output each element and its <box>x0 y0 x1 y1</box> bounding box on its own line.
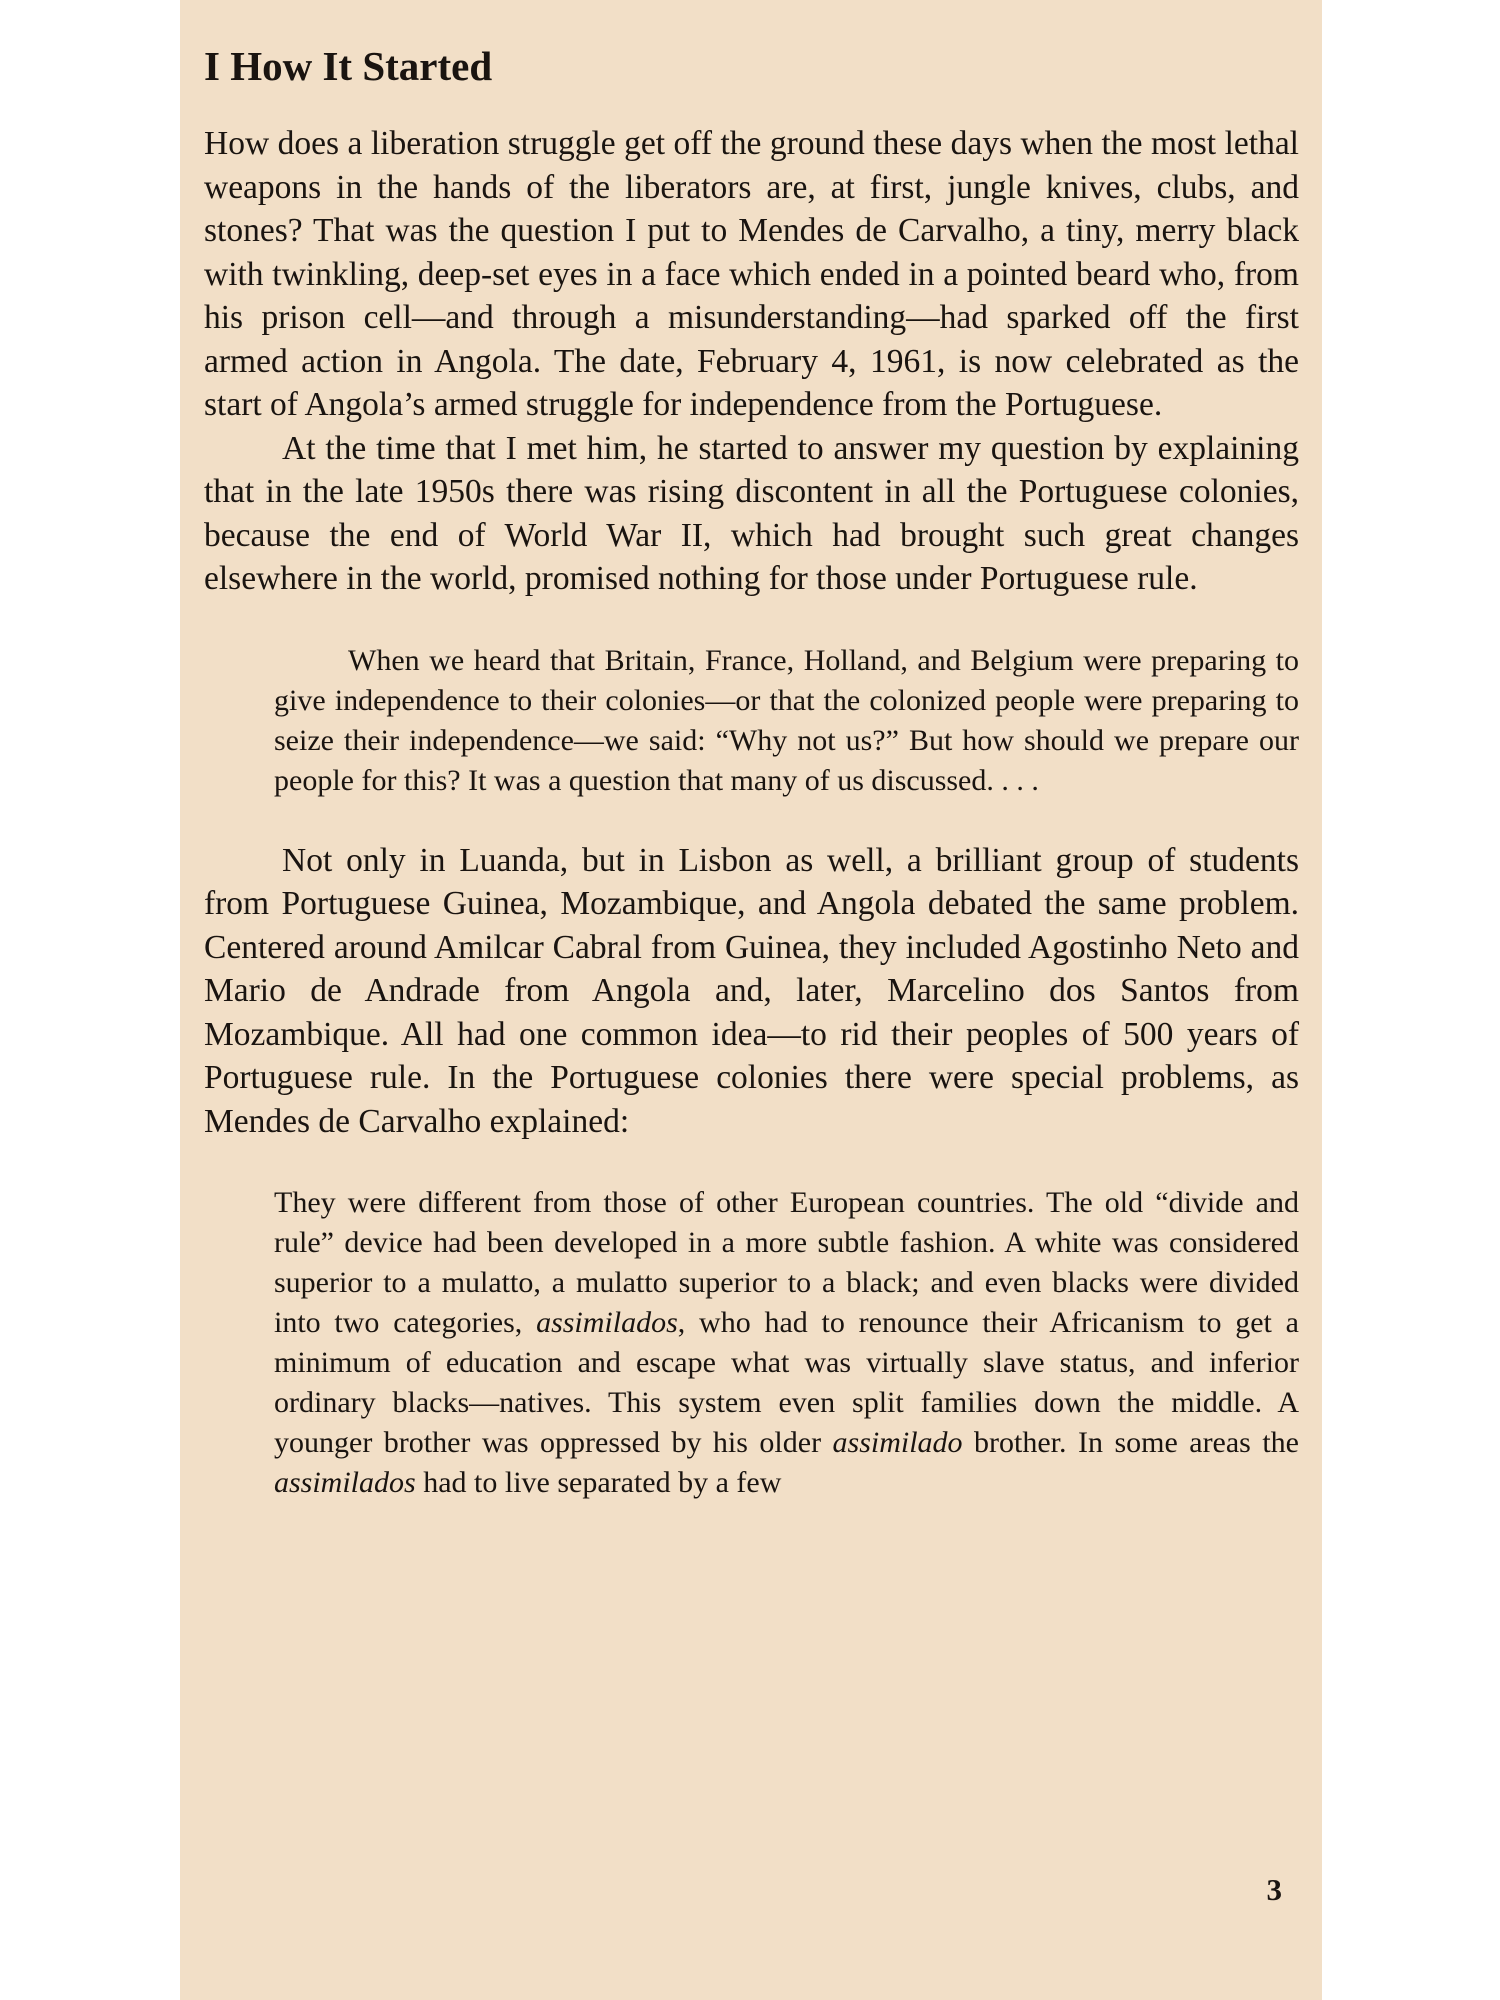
body-text-2 <box>204 839 1299 1144</box>
quote-2-segment-c: brother. In some areas the <box>962 1426 1299 1459</box>
term-assimilados-2: assimilados <box>274 1466 416 1499</box>
chapter-title: I How It Started <box>204 43 493 89</box>
block-quote-1-text: When we heard that Britain, France, Holland, and Belgium were preparing to give independence to their colonies—or that the colonized people were preparing to seize their independence—we said: “Why not us?” But how should we prepare our people for this? It was a question that many of us discussed. . . . <box>274 643 1299 797</box>
page-number: 3 <box>1266 1872 1282 1907</box>
quote-2-segment-a: They were different from those of other European countries. The old “divide and rule” device had been developed in a more subtle fashion. A white was considered superior to a mulatto, a mulatto superior to a black; and even blacks were divided into two categories, <box>274 1186 1299 1339</box>
body-text <box>204 122 1299 601</box>
term-assimilados-1: assimilados <box>536 1306 678 1339</box>
paragraph-2: At the time that I met him, he started to answer my question by explaining that in the late 1950s there was rising discontent in all the Portuguese colonies, because the end of World War II, which had brought such great changes elsewhere in the world, promised nothing for those under Portuguese rule. <box>204 429 1299 597</box>
book-page <box>180 0 1322 2000</box>
quote-2-segment-d: had to live separated by a few <box>415 1466 782 1499</box>
quote-2-segment-b: , who had to renounce their Africanism to get a minimum of education and escape what was virtually slave status, and inferior ordinary blacks—natives. This system even split families down the middle. A younger brother was oppressed by his older <box>274 1306 1299 1459</box>
term-assimilado: assimilado <box>832 1426 963 1459</box>
block-quote-2 <box>274 1183 1299 1503</box>
paragraph-3: Not only in Luanda, but in Lisbon as well, a brilliant group of students from Portuguese Guinea, Mozambique, and Angola debated the same problem. Centered around Amilcar Cabral from Guinea, they included Agostinho Neto and Mario de Andrade from Angola and, later, Marcelino dos Santos from Mozambique. All had one common idea—to rid their peoples of 500 years of Portuguese rule. In the Portuguese colonies there were special problems, as Mendes de Carvalho explained: <box>204 841 1299 1140</box>
block-quote-2-text <box>274 1183 1299 1503</box>
paragraph-1: How does a liberation struggle get off the ground these days when the most lethal weapons in the hands of the liberators are, at first, jungle knives, clubs, and stones? That was the question I put to Mendes de Carvalho, a tiny, merry black with twinkling, deep-set eyes in a face which ended in a pointed beard who, from his prison cell—and through a misunderstanding—had sparked off the first armed action in Angola. The date, February 4, 1961, is now celebrated as the start of Angola’s armed struggle for independence from the Portuguese. <box>204 125 1299 423</box>
block-quote-1 <box>274 641 1299 801</box>
